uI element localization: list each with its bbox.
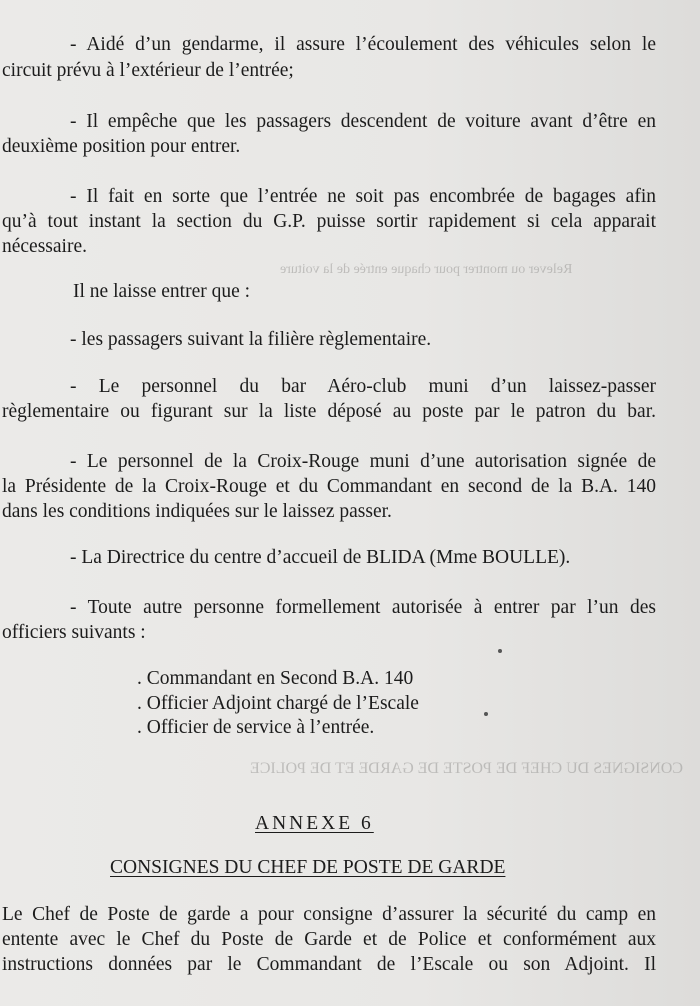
paragraph-line: entente avec le Chef du Poste de Garde et de Police et conformément aux [2, 929, 656, 950]
paragraph-line: nécessaire. [2, 236, 87, 257]
paragraph-line: - les passagers suivant la filière règlementaire. [70, 329, 432, 350]
paragraph-line: - Le personnel de la Croix-Rouge muni d’une autorisation signée de [70, 451, 656, 472]
paragraph-line: Le Chef de Poste de garde a pour consigne d’assurer la sécurité du camp en [2, 904, 656, 925]
annex-title: ANNEXE 6 [255, 813, 374, 834]
paragraph-line: la Présidente de la Croix-Rouge et du Commandant en second de la B.A. 140 [2, 476, 656, 497]
paragraph-line: instructions données par le Commandant de l’Escale ou son Adjoint. Il [2, 954, 656, 975]
officer-list-item: . Officier de service à l’entrée. [137, 717, 375, 738]
paragraph-line: deuxième position pour entrer. [2, 136, 241, 157]
paragraph-line: qu’à tout instant la section du G.P. puisse sortir rapidement si cela apparait [2, 211, 656, 232]
bleed-through-text: CONSIGNES DU CHEF DE POSTE DE GARDE ET DE POLICE [250, 760, 684, 777]
speck-mark [484, 712, 488, 716]
section-title: CONSIGNES DU CHEF DE POSTE DE GARDE [110, 857, 506, 878]
officer-list-item: . Commandant en Second B.A. 140 [137, 668, 414, 689]
officer-list-item: . Officier Adjoint chargé de l’Escale [137, 693, 419, 714]
speck-mark [498, 649, 502, 653]
paragraph-line: dans les conditions indiquées sur le laissez passer. [2, 501, 392, 522]
bleed-through-text: Relever ou montrer pour chaque entrée de la voiture [280, 262, 573, 277]
paragraph-line: règlementaire ou figurant sur la liste déposé au poste par le patron du bar. [2, 401, 656, 422]
paragraph-line: - Toute autre personne formellement autorisée à entrer par l’un des [70, 597, 656, 618]
paragraph-line: - Le personnel du bar Aéro-club muni d’un laissez-passer [70, 376, 656, 397]
paragraph-line: officiers suivants : [2, 622, 146, 643]
paragraph-line: - Aidé d’un gendarme, il assure l’écoulement des véhicules selon le [70, 34, 656, 55]
paragraph-line: - Il empêche que les passagers descendent de voiture avant d’être en [70, 111, 656, 132]
paragraph-line: circuit prévu à l’extérieur de l’entrée; [2, 60, 294, 81]
paragraph-line: - La Directrice du centre d’accueil de BLIDA (Mme BOULLE). [70, 547, 571, 568]
paragraph-line: Il ne laisse entrer que : [73, 281, 251, 302]
paragraph-line: - Il fait en sorte que l’entrée ne soit pas encombrée de bagages afin [70, 186, 656, 207]
